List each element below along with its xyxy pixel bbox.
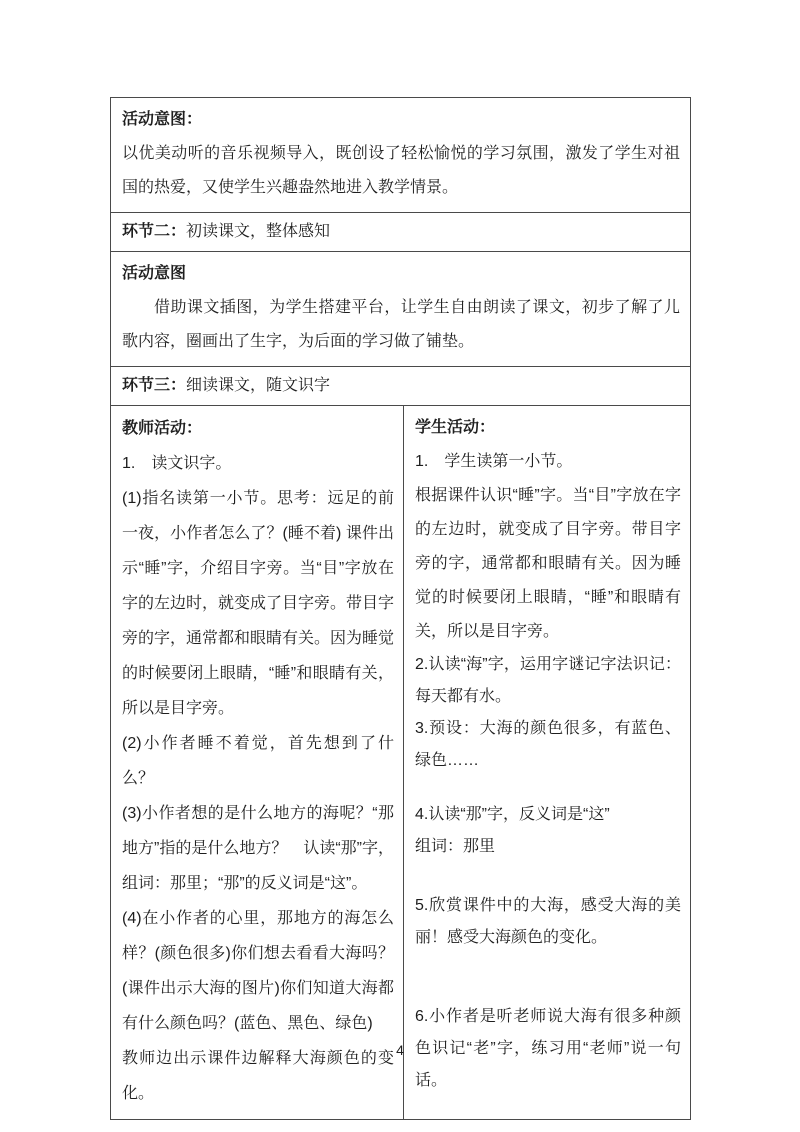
student-paragraph: 4.认读“那”字，反义词是“这”	[415, 806, 610, 823]
activities-row	[111, 406, 690, 1119]
activity-intent-row-2	[111, 252, 690, 367]
teacher-paragraph: 教师边出示课件边解释大海颜色的变化。	[122, 1050, 394, 1102]
teacher-activity-title: 教师活动：	[122, 420, 203, 437]
step-two-text: 初读课文，整体感知	[186, 223, 331, 240]
teacher-paragraph: (3)小作者想的是什么地方的海呢？“那地方”指的是什么地方？ 认读“那”字，组词：那里；“那”的反义词是“这”。	[122, 805, 394, 892]
step-two-label: 环节二：	[122, 223, 187, 240]
student-paragraph: 组词：那里	[415, 838, 496, 855]
step-three-row	[111, 367, 690, 406]
activity-intent-title-2: 活动意图	[122, 265, 187, 282]
student-paragraph: 1. 学生读第一小节。	[415, 453, 573, 470]
page-number: 4	[396, 1042, 404, 1058]
activity-intent-body-1: 以优美动听的音乐视频导入，既创设了轻松愉悦的学习氛围，激发了学生对祖国的热爱，又使学生兴趣盎然地进入教学情景。	[122, 145, 680, 196]
student-paragraph: 2.认读“海”字，运用字谜记字法识记：每天都有水。	[415, 656, 681, 705]
teacher-paragraph: 1. 读文识字。	[122, 455, 232, 472]
student-paragraph: 根据课件认识“睡”字。当“目”字放在字的左边时，就变成了目字旁。带目字旁的字，通常都和眼睛有关。因为睡觉的时候要闭上眼睛，“睡”和眼睛有关，所以是目字旁。	[415, 487, 681, 640]
step-three-text: 细读课文，随文识字	[186, 377, 331, 394]
activity-intent-body-2: 借助课文插图，为学生搭建平台，让学生自由朗读了课文，初步了解了儿歌内容，圈画出了生字，为后面的学习做了铺垫。	[122, 299, 680, 350]
student-activity-title: 学生活动：	[415, 419, 496, 436]
student-paragraph: 5.欣赏课件中的大海，感受大海的美丽！感受大海颜色的变化。	[415, 897, 681, 946]
teacher-paragraph: (1)指名读第一小节。思考：远足的前一夜，小作者怎么了？(睡不着) 课件出示“睡”字，介绍目字旁。当“目”字放在字的左边时，就变成了目字旁。带目字旁的字，通常都和眼睛有关。因为睡觉的时候要闭上眼睛，“睡”和眼睛有关，所以是目字旁。	[122, 490, 395, 717]
teacher-activity-column	[111, 406, 404, 1119]
lesson-plan-table	[110, 97, 691, 1120]
student-paragraph: 3.预设：大海的颜色很多，有蓝色、绿色……	[415, 720, 681, 769]
activity-intent-row-1	[111, 98, 690, 213]
activity-intent-title-1: 活动意图：	[122, 111, 203, 128]
teacher-paragraph: (2)小作者睡不着觉，首先想到了什么？	[122, 735, 394, 787]
step-two-row	[111, 213, 690, 252]
teacher-paragraph: (4)在小作者的心里，那地方的海怎么样？(颜色很多)你们想去看看大海吗？(课件出示大海的图片)你们知道大海都有什么颜色吗？(蓝色、黑色、绿色)	[122, 910, 394, 1032]
student-activity-column	[404, 406, 690, 1119]
step-three-label: 环节三：	[122, 377, 187, 394]
student-paragraph: 6.小作者是听老师说大海有很多种颜色识记“老”字，练习用“老师”说一句话。	[415, 1008, 681, 1089]
